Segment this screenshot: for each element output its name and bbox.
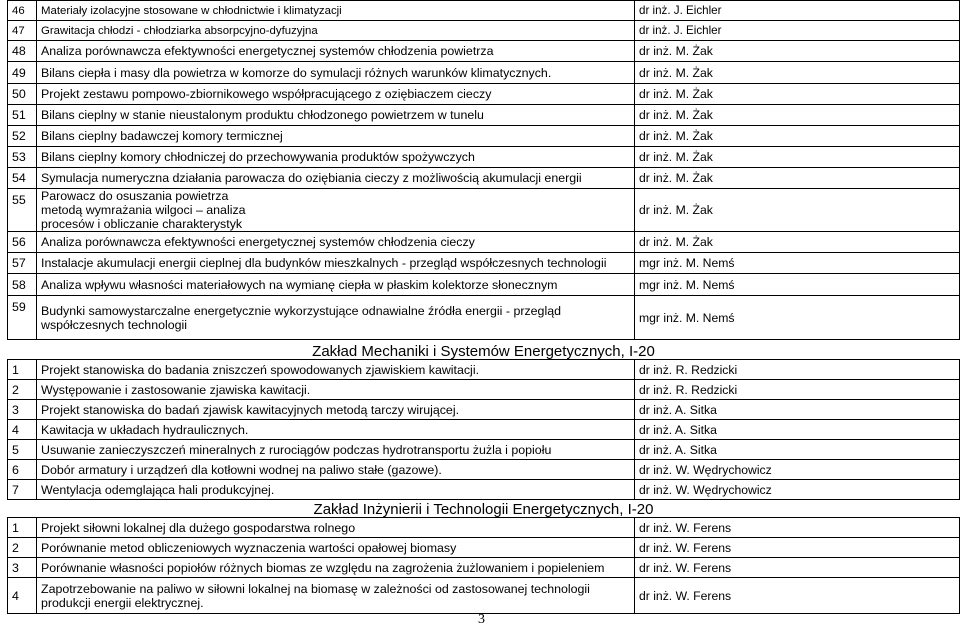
table-row — [8, 538, 960, 558]
topic-title: Porównanie metod obliczeniowych wyznaczenia wartości opałowej biomasy — [37, 538, 635, 558]
topic-title: Projekt siłowni lokalnej dla dużego gospodarstwa rolnego — [37, 518, 635, 538]
supervisor: dr inż. M. Żak — [635, 84, 960, 105]
table-row — [8, 21, 960, 41]
table-row — [8, 440, 960, 460]
supervisor: dr inż. M. Żak — [635, 168, 960, 189]
topic-title: Bilans cieplny komory chłodniczej do przechowywania produktów spożywczych — [37, 147, 635, 168]
row-number: 4 — [8, 578, 37, 614]
row-number: 1 — [8, 360, 37, 380]
topic-title: Projekt stanowiska do badań zjawisk kawitacyjnych metodą tarczy wirującej. — [37, 400, 635, 420]
table-row — [8, 480, 960, 500]
supervisor: mgr inż. M. Nemś — [635, 274, 960, 296]
supervisor: dr inż. M. Żak — [635, 232, 960, 253]
table-row — [8, 360, 960, 380]
supervisor: dr inż. J. Eichler — [635, 1, 960, 21]
supervisor: mgr inż. M. Nemś — [635, 296, 960, 340]
row-number: 59 — [8, 296, 37, 340]
thesis-topics-table — [7, 0, 960, 614]
supervisor: dr inż. R. Redzicki — [635, 380, 960, 400]
supervisor: dr inż. M. Żak — [635, 105, 960, 126]
supervisor: dr inż. M. Żak — [635, 126, 960, 147]
supervisor: dr inż. W. Ferens — [635, 538, 960, 558]
row-number: 5 — [8, 440, 37, 460]
supervisor: dr inż. R. Redzicki — [635, 360, 960, 380]
table-row — [8, 126, 960, 147]
row-number: 52 — [8, 126, 37, 147]
section-heading-row — [8, 340, 960, 360]
table-row — [8, 296, 960, 340]
row-number: 50 — [8, 84, 37, 105]
row-number: 56 — [8, 232, 37, 253]
topic-title: Bilans cieplny badawczej komory termicznej — [37, 126, 635, 147]
table-row — [8, 147, 960, 168]
section-heading: Zakład Inżynierii i Technologii Energetycznych, I-20 — [313, 501, 654, 518]
section-heading-row — [8, 500, 960, 518]
topic-title: Projekt stanowiska do badania zniszczeń spowodowanych zjawiskiem kawitacji. — [37, 360, 635, 380]
supervisor: dr inż. W. Wędrychowicz — [635, 460, 960, 480]
table-row — [8, 232, 960, 253]
section-heading: Zakład Mechaniki i Systemów Energetycznych, I-20 — [312, 343, 655, 360]
document-page — [7, 0, 960, 614]
topic-title: Dobór armatury i urządzeń dla kotłowni wodnej na paliwo stałe (gazowe). — [37, 460, 635, 480]
table-row — [8, 41, 960, 62]
table-row — [8, 578, 960, 614]
row-number: 49 — [8, 62, 37, 84]
table-row — [8, 105, 960, 126]
row-number: 48 — [8, 41, 37, 62]
table-row — [8, 168, 960, 189]
table-row — [8, 253, 960, 274]
table-row — [8, 518, 960, 538]
supervisor: dr inż. A. Sitka — [635, 400, 960, 420]
row-number: 6 — [8, 460, 37, 480]
supervisor: dr inż. M. Żak — [635, 41, 960, 62]
supervisor: dr inż. W. Ferens — [635, 578, 960, 614]
topic-title: Analiza wpływu własności materiałowych na wymianę ciepła w płaskim kolektorze słonecznym — [37, 274, 635, 296]
topic-title: Porównanie własności popiołów różnych biomas ze względu na zagrożenia żużlowaniem i popieleniem — [37, 558, 635, 578]
row-number: 2 — [8, 380, 37, 400]
supervisor: dr inż. A. Sitka — [635, 440, 960, 460]
supervisor: dr inż. M. Żak — [635, 189, 960, 232]
table-row — [8, 189, 960, 232]
supervisor: dr inż. A. Sitka — [635, 420, 960, 440]
topic-title: Bilans ciepła i masy dla powietrza w komorze do symulacji różnych warunków klimatycznych. — [37, 62, 635, 84]
row-number: 1 — [8, 518, 37, 538]
topic-title: Zapotrzebowanie na paliwo w siłowni lokalnej na biomasę w zależności od zastosowanej technologii produkcji energii elektrycznej. — [37, 578, 635, 614]
topic-title: Grawitacja chłodzi - chłodziarka absorpcyjno-dyfuzyjna — [37, 21, 635, 41]
table-row — [8, 460, 960, 480]
table-row — [8, 420, 960, 440]
topic-title: Materiały izolacyjne stosowane w chłodnictwie i klimatyzacji — [37, 1, 635, 21]
supervisor: dr inż. W. Ferens — [635, 558, 960, 578]
topic-title: Usuwanie zanieczyszczeń mineralnych z rurociągów podczas hydrotransportu żużla i popiołu — [37, 440, 635, 460]
row-number: 4 — [8, 420, 37, 440]
topic-title: Parowacz do osuszania powietrza metodą wymrażania wilgoci – analiza procesów i obliczanie charakterystyk — [37, 189, 635, 232]
supervisor: dr inż. W. Ferens — [635, 518, 960, 538]
supervisor: dr inż. W. Wędrychowicz — [635, 480, 960, 500]
row-number: 2 — [8, 538, 37, 558]
row-number: 53 — [8, 147, 37, 168]
supervisor: dr inż. J. Eichler — [635, 21, 960, 41]
topic-title: Instalacje akumulacji energii cieplnej dla budynków mieszkalnych - przegląd współczesnych technologii — [37, 253, 635, 274]
table-row — [8, 84, 960, 105]
topic-title: Bilans cieplny w stanie nieustalonym produktu chłodzonego powietrzem w tunelu — [37, 105, 635, 126]
table-row — [8, 400, 960, 420]
row-number: 55 — [8, 189, 37, 232]
supervisor: dr inż. M. Żak — [635, 62, 960, 84]
supervisor: dr inż. M. Żak — [635, 147, 960, 168]
table-row — [8, 274, 960, 296]
topic-title: Projekt zestawu pompowo-zbiornikowego współpracującego z oziębiaczem cieczy — [37, 84, 635, 105]
topic-title: Występowanie i zastosowanie zjawiska kawitacji. — [37, 380, 635, 400]
row-number: 51 — [8, 105, 37, 126]
row-number: 54 — [8, 168, 37, 189]
page-number: 3 — [478, 612, 485, 627]
table-row — [8, 558, 960, 578]
table-row — [8, 1, 960, 21]
topic-title: Wentylacja odemglająca hali produkcyjnej. — [37, 480, 635, 500]
topic-title: Budynki samowystarczalne energetycznie wykorzystujące odnawialne źródła energii - przegląd współczesnych technologii — [37, 296, 635, 340]
topic-title: Symulacja numeryczna działania parowacza do oziębiania cieczy z możliwością akumulacji energii — [37, 168, 635, 189]
row-number: 46 — [8, 1, 37, 21]
row-number: 58 — [8, 274, 37, 296]
topic-title: Analiza porównawcza efektywności energetycznej systemów chłodzenia cieczy — [37, 232, 635, 253]
row-number: 3 — [8, 400, 37, 420]
row-number: 47 — [8, 21, 37, 41]
row-number: 7 — [8, 480, 37, 500]
topic-title: Analiza porównawcza efektywności energetycznej systemów chłodzenia powietrza — [37, 41, 635, 62]
topic-title: Kawitacja w układach hydraulicznych. — [37, 420, 635, 440]
row-number: 57 — [8, 253, 37, 274]
row-number: 3 — [8, 558, 37, 578]
supervisor: mgr inż. M. Nemś — [635, 253, 960, 274]
table-row — [8, 62, 960, 84]
table-row — [8, 380, 960, 400]
